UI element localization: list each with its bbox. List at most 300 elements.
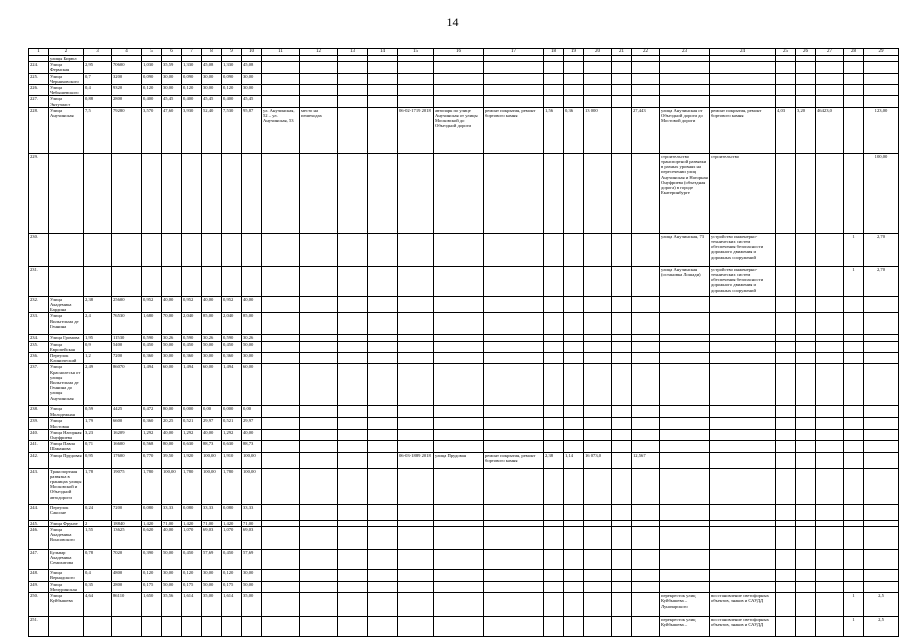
table-cell [262, 549, 300, 569]
table-cell: 80,00 [162, 441, 182, 452]
table-cell [816, 468, 844, 504]
table-cell [398, 526, 434, 549]
table-cell [612, 266, 632, 296]
table-cell [816, 62, 844, 73]
table-cell: 0,590 [222, 335, 242, 341]
table-cell [434, 441, 484, 452]
table-cell: 249. [29, 581, 49, 592]
table-row [29, 504, 899, 520]
table-cell: 1,030 [142, 62, 162, 73]
table-cell [632, 266, 660, 296]
table-cell [242, 266, 262, 296]
table-cell [262, 266, 300, 296]
table-cell: 0,36 [564, 107, 584, 153]
table-cell [544, 96, 564, 107]
table-cell: 233. [29, 313, 49, 335]
table-cell [182, 233, 202, 266]
column-header: 9 [222, 49, 242, 56]
table-row [29, 153, 899, 233]
table-cell [796, 266, 816, 296]
table-cell [434, 341, 484, 352]
table-cell: 7200 [112, 504, 142, 520]
table-cell [584, 406, 612, 418]
table-row [29, 62, 899, 73]
table-cell [338, 353, 368, 364]
table-cell [612, 581, 632, 592]
table-cell [816, 85, 844, 96]
table-cell: восстановление светофорных объектов, знаков и САУДД [710, 617, 776, 637]
table-cell [564, 549, 584, 569]
table-cell [262, 569, 300, 581]
column-header: 3 [84, 49, 112, 56]
table-cell [162, 153, 182, 233]
table-cell: 1,95 [84, 335, 112, 341]
table-cell [564, 468, 584, 504]
table-cell [864, 85, 899, 96]
table-cell: 227. [29, 96, 49, 107]
table-cell [338, 296, 368, 313]
table-cell [544, 341, 564, 352]
table-cell [84, 233, 112, 266]
table-cell [864, 468, 899, 504]
table-cell [660, 569, 710, 581]
table-cell [844, 62, 864, 73]
table-cell [300, 569, 338, 581]
table-cell [49, 266, 84, 296]
table-cell: 30,00 [162, 73, 182, 84]
table-cell [368, 468, 398, 504]
table-cell [544, 73, 564, 84]
table-cell [710, 313, 776, 335]
table-cell [816, 581, 844, 592]
table-cell: 30,00 [162, 569, 182, 581]
table-cell [398, 441, 434, 452]
table-cell [544, 504, 564, 520]
table-cell [564, 313, 584, 335]
table-cell: 0,360 [142, 353, 162, 364]
table-cell [632, 429, 660, 440]
table-cell [368, 341, 398, 352]
table-cell: 0,400 [142, 96, 162, 107]
table-cell: Улица Европейская [49, 341, 84, 352]
table-cell [202, 266, 222, 296]
table-cell [710, 429, 776, 440]
table-cell [434, 96, 484, 107]
table-cell: 2,4 [84, 313, 112, 335]
table-cell [710, 341, 776, 352]
table-cell: 30,00 [202, 353, 222, 364]
table-cell: 0,450 [182, 549, 202, 569]
table-cell [612, 73, 632, 84]
table-cell: 238. [29, 406, 49, 418]
table-cell: 0,472 [142, 406, 162, 418]
table-cell: 40,00 [242, 429, 262, 440]
table-cell [632, 504, 660, 520]
table-cell [632, 153, 660, 233]
table-cell [844, 504, 864, 520]
table-cell [544, 617, 564, 637]
table-cell [484, 581, 544, 592]
table-cell: ремонт покрытия, ремонт бортового камня [484, 107, 544, 153]
table-cell [338, 429, 368, 440]
table-cell: 1,910 [222, 452, 242, 468]
table-cell [484, 617, 544, 637]
table-cell [112, 153, 142, 233]
table-cell [632, 353, 660, 364]
table-cell [816, 452, 844, 468]
table-cell: 0,35 [84, 581, 112, 592]
table-cell [49, 153, 84, 233]
column-header: 11 [262, 49, 300, 56]
table-cell [710, 441, 776, 452]
table-cell [300, 617, 338, 637]
table-cell [632, 581, 660, 592]
table-cell: 30,00 [202, 569, 222, 581]
table-cell [434, 549, 484, 569]
table-cell: 232. [29, 296, 49, 313]
table-cell [660, 96, 710, 107]
table-cell [844, 569, 864, 581]
table-cell [844, 73, 864, 84]
table-cell: 0,71 [84, 441, 112, 452]
table-cell: 228. [29, 107, 49, 153]
table-cell [864, 569, 899, 581]
table-cell: 4,03 [776, 107, 796, 153]
table-cell [816, 569, 844, 581]
table-cell [368, 429, 398, 440]
table-cell [484, 266, 544, 296]
table-cell: 1,494 [222, 364, 242, 406]
table-cell [544, 429, 564, 440]
table-cell [142, 233, 162, 266]
table-cell [398, 266, 434, 296]
table-cell [262, 468, 300, 504]
table-cell: 1,780 [182, 468, 202, 504]
table-cell [864, 353, 899, 364]
table-cell: 95,87 [242, 107, 262, 153]
table-cell [242, 153, 262, 233]
table-cell [710, 526, 776, 549]
table-cell: 0,120 [182, 569, 202, 581]
table-row [29, 526, 899, 549]
table-cell: Переулок Клинический [49, 353, 84, 364]
column-header: 15 [398, 49, 434, 56]
table-cell [300, 452, 338, 468]
table-cell: 1,292 [142, 429, 162, 440]
table-cell [434, 581, 484, 592]
table-cell [84, 617, 112, 637]
column-header: 16 [434, 49, 484, 56]
table-cell [142, 153, 162, 233]
table-cell [776, 85, 796, 96]
table-cell [710, 468, 776, 504]
table-cell [796, 617, 816, 637]
table-cell: 50,00 [162, 341, 182, 352]
table-cell [484, 153, 544, 233]
column-header: 26 [796, 49, 816, 56]
table-cell [776, 617, 796, 637]
column-header: 27 [816, 49, 844, 56]
table-cell: Улица Молодежная [49, 406, 84, 418]
table-cell: 30,00 [242, 73, 262, 84]
table-cell: Улица Прудовая [49, 452, 84, 468]
table-cell: 27,443 [632, 107, 660, 153]
table-cell [368, 153, 398, 233]
column-header: 8 [202, 49, 222, 56]
table-cell [776, 452, 796, 468]
table-cell [484, 406, 544, 418]
table-cell [776, 313, 796, 335]
table-cell [484, 73, 544, 84]
table-cell [544, 313, 564, 335]
table-cell [398, 418, 434, 429]
table-cell [632, 313, 660, 335]
table-cell [584, 341, 612, 352]
table-cell [564, 569, 584, 581]
table-cell [776, 62, 796, 73]
table-cell [632, 617, 660, 637]
table-cell [796, 569, 816, 581]
table-cell [660, 452, 710, 468]
table-cell: 33,33 [202, 504, 222, 520]
table-cell [710, 406, 776, 418]
table-cell [262, 617, 300, 637]
table-cell: 2 [84, 520, 112, 526]
table-cell [434, 364, 484, 406]
table-cell [612, 549, 632, 569]
table-cell [398, 406, 434, 418]
table-cell: 1,494 [142, 364, 162, 406]
table-cell [584, 617, 612, 637]
table-cell: 0,000 [222, 406, 242, 418]
column-header: 6 [162, 49, 182, 56]
table-cell: 0,175 [142, 581, 162, 592]
table-cell: 240. [29, 429, 49, 440]
table-cell: 30,26 [202, 335, 222, 341]
table-cell [632, 85, 660, 96]
table-cell: 0,090 [222, 73, 242, 84]
table-cell: 20,25 [162, 418, 182, 429]
table-cell [398, 341, 434, 352]
table-cell [660, 468, 710, 504]
table-cell: 0,450 [142, 341, 162, 352]
table-cell [584, 593, 612, 617]
table-cell [484, 313, 544, 335]
table-cell: 16 073,0 [584, 452, 612, 468]
table-cell: 60,00 [202, 364, 222, 406]
table-cell [338, 313, 368, 335]
table-cell: 0,9 [84, 341, 112, 352]
table-cell [398, 233, 434, 266]
column-header: 18 [544, 49, 564, 56]
table-cell [796, 429, 816, 440]
table-cell [544, 296, 564, 313]
table-cell: 0,7 [84, 73, 112, 84]
table-cell [864, 429, 899, 440]
table-cell [796, 406, 816, 418]
table-cell: 1,330 [182, 62, 202, 73]
table-cell [844, 581, 864, 592]
table-cell: 2,70 [864, 233, 899, 266]
table-cell [262, 96, 300, 107]
table-cell: 1,070 [222, 526, 242, 549]
table-cell: 0,390 [142, 549, 162, 569]
table-cell [776, 153, 796, 233]
table-cell: 2,040 [182, 313, 202, 335]
table-cell [338, 85, 368, 96]
table-cell [262, 153, 300, 233]
table-row [29, 353, 899, 364]
table-cell: 251. [29, 617, 49, 637]
column-header: 1 [29, 49, 49, 56]
table-cell: 85,00 [242, 313, 262, 335]
table-cell [49, 233, 84, 266]
table-cell [796, 504, 816, 520]
table-cell: 1,420 [222, 520, 242, 526]
table-cell [710, 418, 776, 429]
table-cell: 40,00 [242, 296, 262, 313]
table-cell [484, 526, 544, 549]
table-cell [844, 364, 864, 406]
table-cell: Улица Мостовая [49, 418, 84, 429]
table-cell [776, 96, 796, 107]
table-cell: 225. [29, 73, 49, 84]
table-cell [564, 526, 584, 549]
table-cell: 0,090 [142, 73, 162, 84]
table-cell: 16600 [112, 441, 142, 452]
table-cell [398, 468, 434, 504]
table-cell [242, 233, 262, 266]
table-cell: 39,50 [162, 452, 182, 468]
table-cell: 7,5 [84, 107, 112, 153]
table-cell: 230. [29, 233, 49, 266]
table-cell: 100,00 [242, 452, 262, 468]
table-cell [844, 429, 864, 440]
table-row [29, 418, 899, 429]
table-cell: строительство транспортной развязки в разных уровнях на пересечении улиц Анучинская и Нагорная Онуфриева (объездная дорога) в городе Екатеринбурге [660, 153, 710, 233]
table-cell [776, 418, 796, 429]
table-cell [434, 617, 484, 637]
table-cell [182, 617, 202, 637]
table-cell [564, 85, 584, 96]
table-cell: 2800 [112, 96, 142, 107]
table-cell: 2,5 [864, 593, 899, 617]
table-cell: ул. Анучинская, 52 – ул. Анучинская, 53 [262, 107, 300, 153]
table-cell: устройство инженерно-технических систем обеспечения безопасности дорожного движения и дорожных сооружений [710, 266, 776, 296]
table-cell: 60,00 [242, 364, 262, 406]
table-cell: 69,03 [242, 526, 262, 549]
column-header: 19 [564, 49, 584, 56]
table-cell [544, 353, 564, 364]
table-cell: 30,00 [202, 73, 222, 84]
table-cell [300, 341, 338, 352]
table-cell [612, 364, 632, 406]
table-cell [564, 233, 584, 266]
table-cell: 30,00 [242, 85, 262, 96]
table-cell [796, 62, 816, 73]
column-header: 2 [49, 49, 84, 56]
table-cell [300, 62, 338, 73]
column-header: 21 [612, 49, 632, 56]
table-cell: 50,00 [162, 549, 182, 569]
table-cell [796, 153, 816, 233]
table-cell [398, 581, 434, 592]
table-cell [338, 468, 368, 504]
table-cell [544, 441, 564, 452]
table-cell: 239. [29, 418, 49, 429]
table-cell [368, 313, 398, 335]
table-cell [632, 364, 660, 406]
table-cell [398, 153, 434, 233]
table-cell: 242. [29, 452, 49, 468]
table-cell [262, 418, 300, 429]
table-cell: 1,2 [84, 353, 112, 364]
table-cell [816, 313, 844, 335]
table-cell [710, 452, 776, 468]
table-row [29, 593, 899, 617]
table-cell [398, 429, 434, 440]
table-cell [84, 153, 112, 233]
table-cell: устройство инженерно-технических систем обеспечения безопасности дорожного движения и дорожных сооружений [710, 233, 776, 266]
table-cell [816, 617, 844, 637]
table-cell [338, 406, 368, 418]
table-cell [796, 526, 816, 549]
table-cell: 0,4 [84, 85, 112, 96]
table-cell: 25600 [112, 296, 142, 313]
table-cell [300, 549, 338, 569]
table-cell: 88,73 [242, 441, 262, 452]
table-cell [710, 296, 776, 313]
table-cell [710, 353, 776, 364]
table-cell [584, 62, 612, 73]
column-header-row [29, 49, 899, 56]
table-cell: 0,59 [84, 406, 112, 418]
table-cell: 3,930 [182, 107, 202, 153]
table-cell: 0,360 [142, 418, 162, 429]
table-cell: 88,73 [202, 441, 222, 452]
table-cell [816, 296, 844, 313]
table-cell: 45,45 [242, 96, 262, 107]
table-cell [564, 581, 584, 592]
table-cell [612, 418, 632, 429]
table-cell: 3,23 [84, 429, 112, 440]
table-cell [844, 313, 864, 335]
table-cell [612, 296, 632, 313]
column-header: 23 [660, 49, 710, 56]
table-cell [262, 296, 300, 313]
table-cell [434, 468, 484, 504]
table-cell: 0,175 [182, 581, 202, 592]
column-header: 7 [182, 49, 202, 56]
table-cell: 2,38 [544, 452, 564, 468]
table-cell [796, 441, 816, 452]
table-cell [776, 364, 796, 406]
table-cell: 0,080 [142, 504, 162, 520]
table-cell: 76530 [112, 313, 142, 335]
table-cell [368, 364, 398, 406]
table-cell: 0,00 [202, 406, 222, 418]
table-cell [398, 85, 434, 96]
table-cell: 7,530 [222, 107, 242, 153]
table-cell: 0,95 [84, 452, 112, 468]
table-cell [632, 233, 660, 266]
table-cell [544, 62, 564, 73]
table-cell [162, 617, 182, 637]
column-header: 28 [844, 49, 864, 56]
table-cell: 2,49 [84, 364, 112, 406]
table-cell: 45,08 [202, 62, 222, 73]
table-cell: 0,120 [222, 85, 242, 96]
